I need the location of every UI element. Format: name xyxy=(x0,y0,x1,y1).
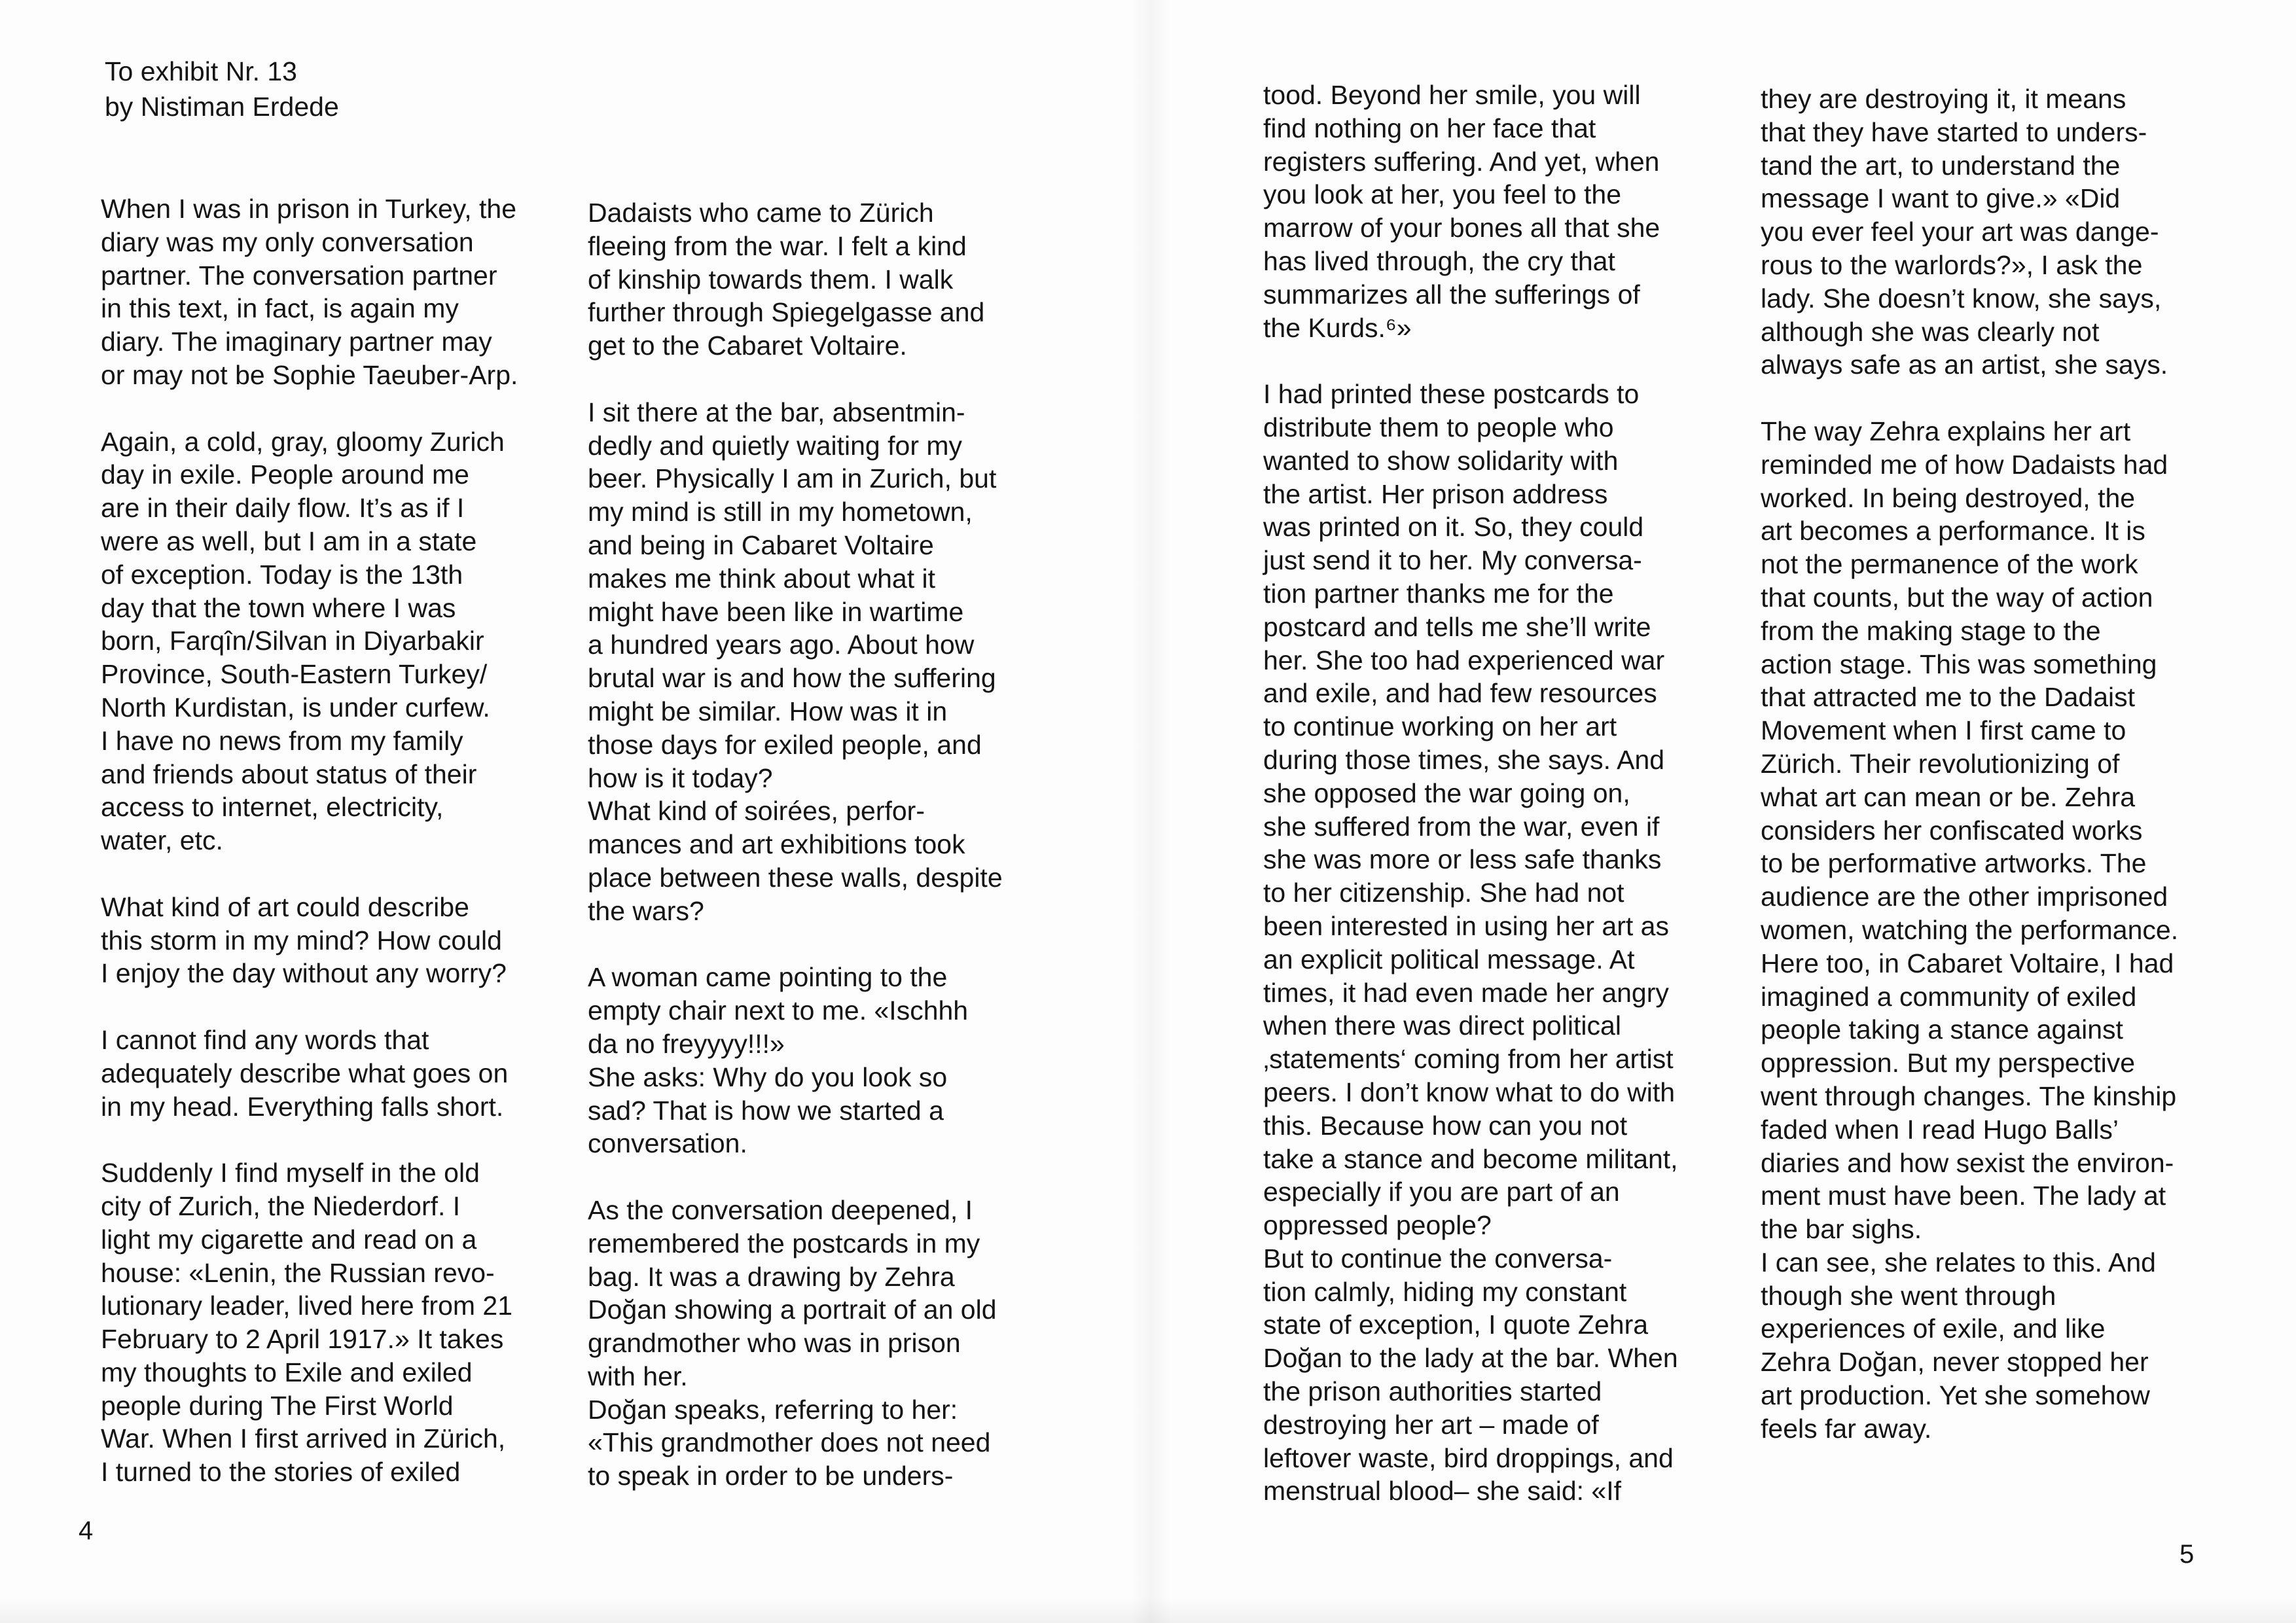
paragraph: Suddenly I find myself in the old city of Zurich, the Niederdorf. I light my cigarette and read on a house: «Lenin, the Russian revo- lutionary leader, lived here from 21 February to 2 April 1917.» It takes my thoughts to Exile and exiled people during The First World War. When I first arrived in Zürich, I turned to the stories of exiled xyxy=(101,1158,513,1488)
article-header xyxy=(105,54,339,124)
text-column-1 xyxy=(101,192,585,1489)
page-number-left: 4 xyxy=(79,1516,94,1545)
paragraph: I cannot find any words that adequately describe what goes on in my head. Everything falls short. xyxy=(101,1024,509,1122)
book-gutter xyxy=(1131,0,1170,1623)
page-number-right: 5 xyxy=(2179,1540,2195,1569)
paragraph: I sit there at the bar, absentmin- dedly and quietly waiting for my beer. Physically I am in Zurich, but my mind is still in my hometown, and being in Cabaret Voltaire makes me think about what it might have been like in wartime a hundred years ago. About how brutal war is and how the suffering might be similar. How was it in those days for exiled people, and how is it today? What kind of soirées, perfor- mances and art exhibitions took place between these walls, despite the wars? xyxy=(588,397,1003,926)
paragraph: they are destroying it, it means that they have started to unders- tand the art, to understand the message I want to give.» «Did you ever feel your art was dange- rous to the warlords?», I ask the lady. She doesn’t know, she says, although she was clearly not always safe as an artist, she says. xyxy=(1761,84,2168,380)
paragraph: As the conversation deepened, I remembered the postcards in my bag. It was a drawing by Zehra Doğan showing a portrait of an old grandmother who was in prison with her. Doğan speaks, referring to her: «This grandmother does not need to speak in order to be unders- xyxy=(588,1194,997,1491)
paragraph: Again, a cold, gray, gloomy Zurich day in exile. People around me are in their daily flow. It’s as if I were as well, but I am in a state of exception. Today is the 13th day that the town where I was born, Farqîn/Silvan in Diyarbakir Province, South-Eastern Turkey/ North Kurdistan, is under curfew. I have no news from my family and friends about status of their access to internet, electricity, water, etc. xyxy=(101,426,505,856)
text-column-2 xyxy=(588,196,1072,1493)
paragraph: tood. Beyond her smile, you will find nothing on her face that registers suffering. And yet, when you look at her, you feel to the marrow of your bones all that she has lived through, the cry that summarizes all the sufferings of the Kurds.⁶» xyxy=(1263,80,1660,343)
paragraph: When I was in prison in Turkey, the diary was my only conversation partner. The conversation partner in this text, in fact, is again my diary. The imaginary partner may or may not be Sophie Taeuber-Arp. xyxy=(101,194,518,390)
article-title: To exhibit Nr. 13 xyxy=(105,56,297,86)
scan-edge-shadow xyxy=(0,1597,2296,1623)
text-column-3 xyxy=(1263,79,1748,1508)
paragraph: The way Zehra explains her art reminded me of how Dadaists had worked. In being destroyed, the art becomes a performance. It is not the permanence of the work that counts, but the way of action from the making stage to the action stage. This was something that attracted me to the Dadaist Movement when I first came to Zürich. Their revolutionizing of what art can mean or be. Zehra considers her confiscated works to be performative artworks. The audience are the other imprisoned women, watching the performance. Here too, in Cabaret Voltaire, I had imagined a community of exiled people taking a stance against oppression. But my perspective went through changes. The kinship faded when I read Hugo Balls’ diaries and how sexist the environ- ment must have been. The lady at the bar sighs. I can see, she relates to this. And though she went through experiences of exile, and like Zehra Doğan, never stopped her art production. Yet she somehow feels far away. xyxy=(1761,416,2179,1444)
text-column-4 xyxy=(1761,82,2245,1446)
article-author: by Nistiman Erdede xyxy=(105,92,339,122)
paragraph: A woman came pointing to the empty chair next to me. «Ischhh da no freyyyy!!!» She asks: Why do you look so sad? That is how we started a conversation. xyxy=(588,962,969,1159)
paragraph: What kind of art could describe this storm in my mind? How could I enjoy the day without any worry? xyxy=(101,891,507,989)
paragraph: Dadaists who came to Zürich fleeing from the war. I felt a kind of kinship towards them. I walk further through Spiegelgasse and get to the Cabaret Voltaire. xyxy=(588,198,985,361)
paragraph: I had printed these postcards to distribute them to people who wanted to show solidarity with the artist. Her prison address was printed on it. So, they could just send it to her. My conversa- tion partner thanks me for the postcard and tells me she’ll write her. She too had experienced war and exile, and had few resources to continue working on her art during those times, she says. And she opposed the war going on, she suffered from the war, even if she was more or less safe thanks to her citizenship. She had not been interested in using her art as an explicit political message. At times, it had even made her angry when there was direct political ‚statements‘ coming from her artist peers. I don’t know what to do with this. Because how can you not take a stance and become militant, especially if you are part of an oppressed people? But to continue the conversa- tion calmly, hiding my constant state of exception, I quote Zehra Doğan to the lady at the bar. When the prison authorities started destroying her art – made of leftover waste, bird droppings, and menstrual blood– she said: «If xyxy=(1263,379,1678,1507)
